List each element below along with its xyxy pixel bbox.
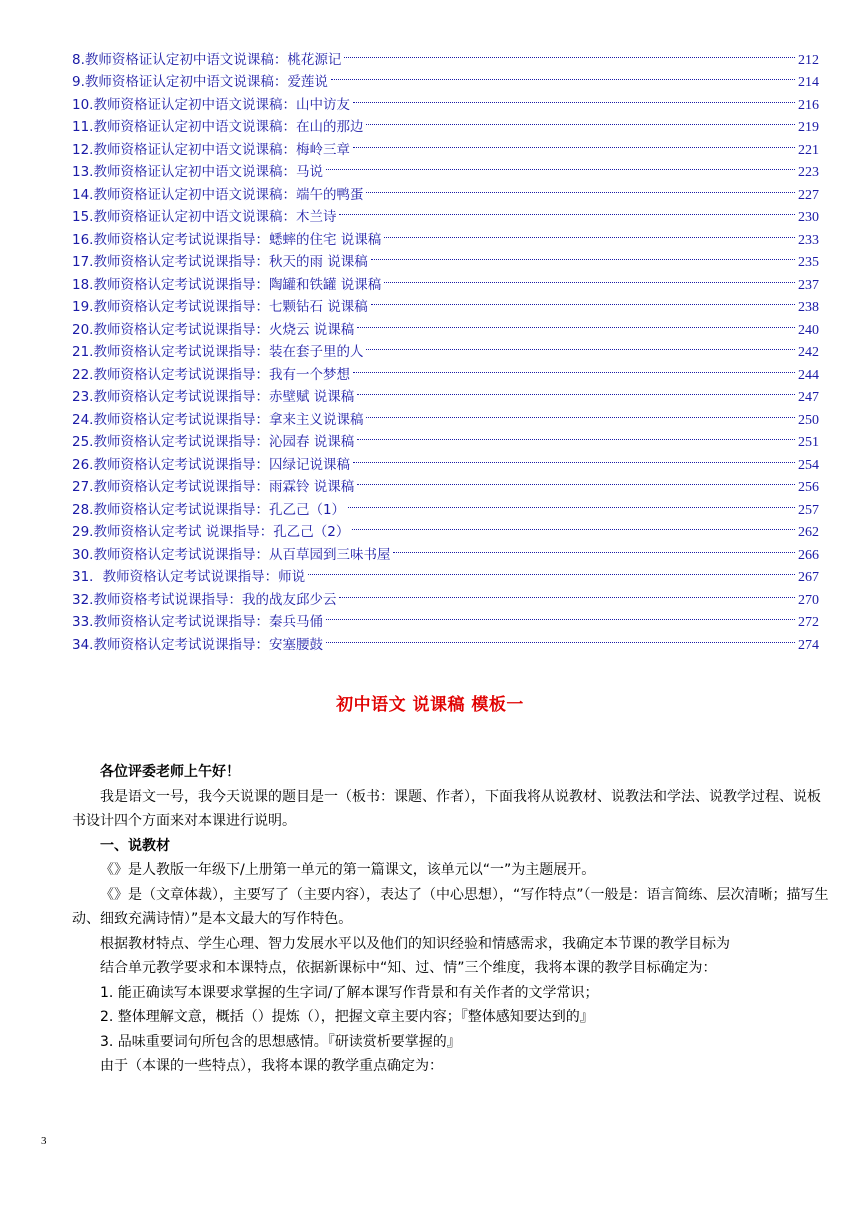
toc-entry-page: 219 [798,120,819,135]
toc-entry-page: 256 [798,480,819,495]
toc-entry-page: 250 [798,412,819,428]
toc-dot-leader [331,64,795,87]
toc-entry-page: 230 [798,210,819,225]
toc-entry-title: 34.教师资格认定考试说课指导：安塞腰鼓 [72,636,323,653]
toc-entry-title: 25.教师资格认定考试说课指导：沁园春 说课稿 [72,434,355,450]
objective-item: 2. 整体理解文意，概括（）提炼（），把握文章主要内容；『整体感知要达到的』 [100,1009,594,1025]
toc-dot-leader [353,86,795,109]
toc-entry-title: 31．教师资格认定考试说课指导：师说 [72,569,306,585]
toc-dot-leader [353,356,795,379]
body-text [72,760,832,1079]
section-heading: 初中语文 说课稿 模板一 [336,695,524,715]
toc-entry-page: 257 [798,502,819,518]
toc-entry-title: 20.教师资格认定考试说课指导：火烧云 说课稿 [72,321,355,338]
paragraph-intro: 我是语文一号，我今天说课的题目是一（板书：课题、作者），下面我将从说教材、说教法和学法、说教学过程、说板书设计四个方面来对本课进行说明。 [72,788,821,829]
toc-entry-page: 267 [798,570,819,585]
toc-entry-page: 237 [798,277,819,293]
toc-dot-leader [384,221,795,244]
toc-entry-page: 247 [798,390,819,405]
table-of-contents [72,41,819,653]
toc-dot-leader [339,581,795,604]
toc-dot-leader [352,514,795,537]
toc-entry-title: 13.教师资格证认定初中语文说课稿：马说 [72,164,323,180]
toc-dot-leader [344,41,795,64]
toc-entry-title: 8.教师资格证认定初中语文说课稿：桃花源记 [72,51,342,68]
paragraph-genre: 《》是（文章体裁），主要写了（主要内容），表达了（中心思想），“写作特点”（一般是：语言简练、层次清晰；描写生动、细致充满诗情）”是本文最大的写作特色。 [72,886,829,927]
toc-entry-title: 24.教师资格认定考试说课指导：拿来主义说课稿 [72,411,364,428]
toc-dot-leader [339,199,795,222]
section-title-textbook: 一、说教材 [100,837,170,854]
toc-entry-page: 270 [798,592,819,608]
toc-entry-page: 238 [798,300,819,315]
toc-entry-title: 11.教师资格证认定初中语文说课稿：在山的那边 [72,119,364,135]
toc-entry-title: 30.教师资格认定考试说课指导：从百草园到三味书屋 [72,546,391,563]
toc-entry-page: 223 [798,165,819,180]
toc-entry-title: 17.教师资格认定考试说课指导：秋天的雨 说课稿 [72,254,368,270]
toc-entry-page: 274 [798,637,819,653]
toc-entry-title: 23.教师资格认定考试说课指导：赤壁赋 说课稿 [72,389,355,405]
paragraph-key-points: 由于（本课的一些特点），我将本课的教学重点确定为： [100,1058,443,1074]
toc-entry-title: 28.教师资格认定考试说课指导：孔乙己（1） [72,501,346,518]
toc-entry-page: 235 [798,255,819,270]
toc-entry-page: 242 [798,345,819,360]
toc-entry-title: 21.教师资格认定考试说课指导：装在套子里的人 [72,344,364,360]
toc-dot-leader [326,154,795,177]
page-number: 3 [41,1135,47,1147]
toc-entry-page: 227 [798,187,819,203]
toc-entry-page: 221 [798,142,819,158]
paragraph-objectives-lead: 根据教材特点、学生心理、智力发展水平以及他们的知识经验和情感需求，我确定本节课的教学目标为 [100,935,730,952]
toc-entry-page: 240 [798,322,819,338]
toc-entry-title: 15.教师资格证认定初中语文说课稿：木兰诗 [72,209,337,225]
toc-dot-leader [353,446,795,469]
toc-entry-title: 32.教师资格考试说课指导：我的战友邱少云 [72,591,337,608]
toc-entry-title: 26.教师资格认定考试说课指导：囚绿记说课稿 [72,456,350,473]
toc-dot-leader [357,379,795,402]
toc-dot-leader [366,109,795,132]
toc-dot-leader [366,334,795,357]
toc-dot-leader [371,244,795,267]
toc-entry-page: 272 [798,615,819,630]
toc-entry-page: 214 [798,75,819,90]
toc-entry-title: 27.教师资格认定考试说课指导：雨霖铃 说课稿 [72,479,355,495]
toc-dot-leader [366,176,795,199]
toc-entry-title: 10.教师资格证认定初中语文说课稿：山中访友 [72,96,350,113]
paragraph-textbook: 《》是人教版一年级下/上册第一单元的第一篇课文，该单元以“一”为主题展开。 [100,862,596,878]
toc-dot-leader [353,131,795,154]
toc-entry-page: 244 [798,367,819,383]
toc-entry[interactable] [72,41,819,68]
toc-entry-title: 22.教师资格认定考试说课指导：我有一个梦想 [72,366,350,383]
toc-dot-leader [357,311,795,334]
toc-dot-leader [393,536,795,559]
toc-entry-page: 251 [798,435,819,450]
toc-entry-title: 18.教师资格认定考试说课指导：陶罐和铁罐 说课稿 [72,276,382,293]
toc-entry-page: 254 [798,457,819,473]
toc-entry-title: 16.教师资格认定考试说课指导：蟋蟀的住宅 说课稿 [72,231,382,248]
greeting: 各位评委老师上午好！ [100,764,240,780]
toc-entry-title: 33.教师资格认定考试说课指导：秦兵马俑 [72,614,323,630]
toc-dot-leader [366,401,795,424]
toc-dot-leader [357,469,795,492]
toc-entry-page: 216 [798,97,819,113]
toc-entry-page: 266 [798,547,819,563]
toc-entry-title: 9.教师资格证认定初中语文说课稿：爱莲说 [72,74,328,90]
toc-dot-leader [348,491,795,514]
toc-dot-leader [308,559,795,582]
toc-entry-page: 262 [798,525,819,540]
toc-entry-title: 19.教师资格认定考试说课指导：七颗钻石 说课稿 [72,299,368,315]
toc-dot-leader [326,604,795,627]
toc-entry-title: 29.教师资格认定考试 说课指导：孔乙己（2） [72,524,350,540]
objective-item: 3. 品味重要词句所包含的思想感情。『研读赏析要掌握的』 [100,1033,461,1050]
toc-entry-page: 212 [798,52,819,68]
toc-dot-leader [357,424,795,447]
toc-dot-leader [384,266,795,289]
paragraph-objectives: 结合单元教学要求和本课特点，依据新课标中“知、过、情”三个维度，我将本课的教学目标确定为： [100,960,717,976]
toc-entry-title: 14.教师资格证认定初中语文说课稿：端午的鸭蛋 [72,186,364,203]
toc-entry-title: 12.教师资格证认定初中语文说课稿：梅岭三章 [72,141,350,158]
toc-dot-leader [326,626,795,649]
toc-dot-leader [371,289,795,312]
objective-item: 1. 能正确读写本课要求掌握的生字词/了解本课写作背景和有关作者的文学常识； [100,984,599,1001]
toc-entry-page: 233 [798,232,819,248]
